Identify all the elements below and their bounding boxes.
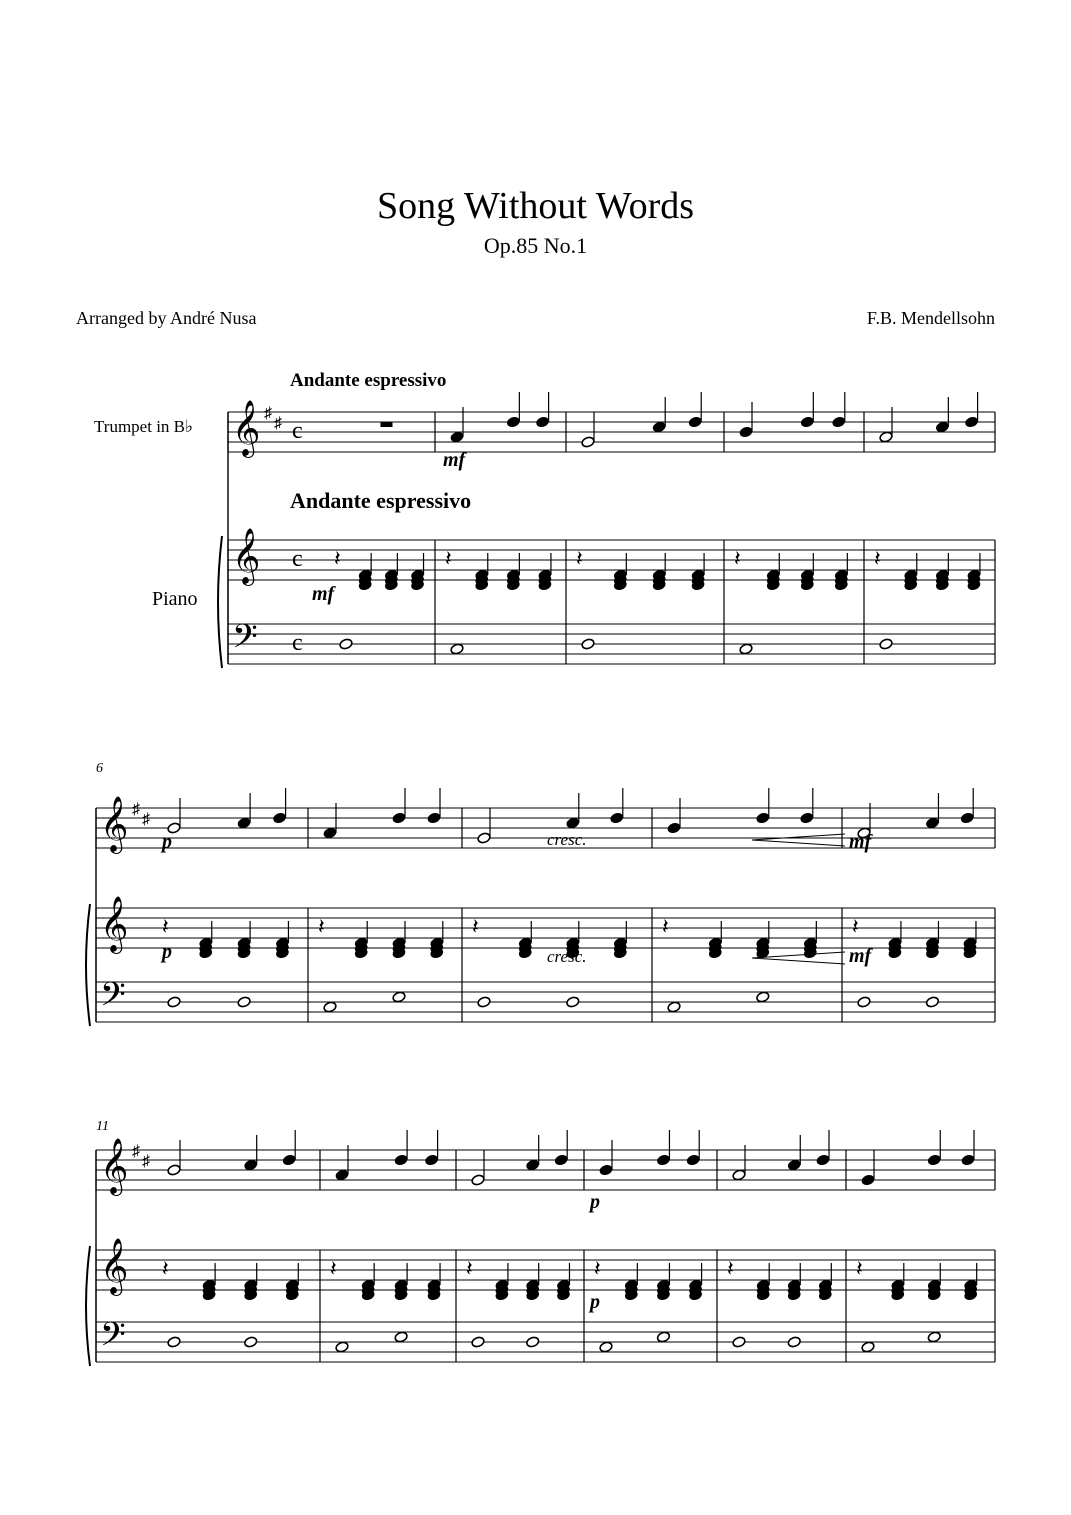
bass-note — [732, 1336, 746, 1348]
dynamic-p: p — [162, 831, 172, 853]
bass-note — [599, 1341, 613, 1353]
quarter-rest-icon: 𝄽 — [856, 1256, 863, 1281]
trumpet-note — [861, 1174, 875, 1186]
measure-number: 11 — [96, 1119, 109, 1134]
trumpet-note — [506, 416, 520, 428]
quarter-rest-icon: 𝄽 — [330, 1256, 337, 1281]
quarter-rest-icon: 𝄽 — [576, 546, 583, 571]
trumpet-note — [879, 431, 893, 443]
trumpet-note — [656, 1154, 670, 1166]
common-time-symbol: c — [292, 546, 303, 572]
instrument-label-trumpet: Trumpet in B♭ — [94, 417, 194, 436]
bass-note — [787, 1336, 801, 1348]
trumpet-note — [756, 812, 770, 824]
trumpet-note — [732, 1169, 746, 1181]
dynamic-mf: mf — [312, 583, 335, 605]
treble-clef-icon: 𝄞 — [100, 798, 129, 851]
treble-clef-icon: 𝄞 — [100, 898, 129, 951]
common-time-symbol: c — [292, 630, 303, 656]
trumpet-note — [927, 1154, 941, 1166]
trumpet-note — [335, 1169, 349, 1181]
piano-brace — [218, 536, 222, 668]
bass-clef-icon: 𝄢 — [100, 976, 126, 1021]
bass-note — [471, 1336, 485, 1348]
trumpet-note — [610, 812, 624, 824]
quarter-rest-icon: 𝄽 — [662, 914, 669, 939]
treble-clef-icon: 𝄞 — [100, 1240, 129, 1293]
dynamic-p: p — [590, 1291, 600, 1313]
trumpet-note — [787, 1159, 801, 1171]
bass-note — [566, 996, 580, 1008]
treble-clef-icon: 𝄞 — [100, 1140, 129, 1193]
piano-brace — [86, 904, 90, 1026]
trumpet-note — [925, 817, 939, 829]
trumpet-note — [282, 1154, 296, 1166]
whole-rest-icon — [381, 422, 393, 427]
treble-clef-icon: 𝄞 — [232, 402, 261, 455]
bass-note — [925, 996, 939, 1008]
trumpet-note — [450, 431, 464, 443]
treble-clef-icon: 𝄞 — [232, 530, 261, 583]
bass-note — [656, 1331, 670, 1343]
quarter-rest-icon: 𝄽 — [594, 1256, 601, 1281]
quarter-rest-icon: 𝄽 — [874, 546, 881, 571]
trumpet-note — [554, 1154, 568, 1166]
score-subtitle: Op.85 No.1 — [483, 233, 588, 258]
trumpet-note — [237, 817, 251, 829]
trumpet-note — [652, 421, 666, 433]
quarter-rest-icon: 𝄽 — [734, 546, 741, 571]
bass-note — [477, 996, 491, 1008]
trumpet-note — [471, 1174, 485, 1186]
tempo-marking-piano: Andante espressivo — [290, 488, 472, 513]
bass-note — [879, 638, 893, 650]
trumpet-note — [424, 1154, 438, 1166]
bass-note — [339, 638, 353, 650]
bass-note — [244, 1336, 258, 1348]
dynamic-cresc: cresc. — [547, 830, 587, 849]
bass-note — [739, 643, 753, 655]
trumpet-note — [960, 812, 974, 824]
trumpet-note — [599, 1164, 613, 1176]
bass-note — [323, 1001, 337, 1013]
trumpet-note — [816, 1154, 830, 1166]
trumpet-note — [477, 832, 491, 844]
trumpet-note — [526, 1159, 540, 1171]
trumpet-note — [427, 812, 441, 824]
bass-clef-icon: 𝄢 — [232, 618, 258, 663]
score-title: Song Without Words — [376, 185, 695, 227]
quarter-rest-icon: 𝄽 — [466, 1256, 473, 1281]
bass-note — [167, 1336, 181, 1348]
trumpet-note — [392, 812, 406, 824]
bass-note — [927, 1331, 941, 1343]
key-signature-sharp: ♯ — [142, 1153, 150, 1170]
quarter-rest-icon: 𝄽 — [162, 1256, 169, 1281]
bass-note — [237, 996, 251, 1008]
dynamic-mf: mf — [849, 831, 872, 853]
quarter-rest-icon: 𝄽 — [852, 914, 859, 939]
quarter-rest-icon: 𝄽 — [162, 914, 169, 939]
bass-note — [756, 991, 770, 1003]
key-signature-sharp: ♯ — [132, 801, 140, 818]
trumpet-note — [167, 1164, 181, 1176]
quarter-rest-icon: 𝄽 — [334, 546, 341, 571]
trumpet-note — [935, 421, 949, 433]
dynamic-p: p — [162, 941, 172, 963]
bass-note — [394, 1331, 408, 1343]
bass-note — [392, 991, 406, 1003]
trumpet-note — [686, 1154, 700, 1166]
trumpet-note — [667, 822, 681, 834]
quarter-rest-icon: 𝄽 — [445, 546, 452, 571]
measure-number: 6 — [96, 761, 103, 776]
piano-brace — [86, 1246, 90, 1366]
key-signature-sharp: ♯ — [142, 811, 150, 828]
trumpet-note — [832, 416, 846, 428]
key-signature-sharp: ♯ — [274, 415, 282, 432]
trumpet-note — [800, 416, 814, 428]
dynamic-mf: mf — [849, 945, 872, 967]
bass-clef-icon: 𝄢 — [100, 1316, 126, 1361]
trumpet-note — [688, 416, 702, 428]
bass-note — [861, 1341, 875, 1353]
quarter-rest-icon: 𝄽 — [472, 914, 479, 939]
crescendo-hairpin — [752, 834, 845, 846]
trumpet-note — [739, 426, 753, 438]
quarter-rest-icon: 𝄽 — [318, 914, 325, 939]
key-signature-sharp: ♯ — [264, 405, 272, 422]
dynamic-mf: mf — [443, 449, 466, 471]
common-time-symbol: c — [292, 418, 303, 444]
trumpet-note — [244, 1159, 258, 1171]
trumpet-note — [566, 817, 580, 829]
dynamic-p: p — [590, 1191, 600, 1213]
tempo-marking-trumpet: Andante espressivo — [290, 370, 447, 391]
dynamic-cresc: cresc. — [547, 947, 587, 966]
quarter-rest-icon: 𝄽 — [727, 1256, 734, 1281]
bass-note — [450, 643, 464, 655]
trumpet-note — [581, 436, 595, 448]
bass-note — [335, 1341, 349, 1353]
composer-credit: F.B. Mendellsohn — [866, 308, 995, 328]
trumpet-note — [272, 812, 286, 824]
bass-note — [581, 638, 595, 650]
trumpet-note — [961, 1154, 975, 1166]
trumpet-note — [323, 827, 337, 839]
trumpet-note — [964, 416, 978, 428]
arranger-credit: Arranged by André Nusa — [76, 308, 257, 328]
bass-note — [667, 1001, 681, 1013]
bass-note — [526, 1336, 540, 1348]
bass-note — [167, 996, 181, 1008]
trumpet-note — [800, 812, 814, 824]
trumpet-note — [394, 1154, 408, 1166]
instrument-label-piano: Piano — [152, 588, 198, 610]
bass-note — [857, 996, 871, 1008]
key-signature-sharp: ♯ — [132, 1143, 140, 1160]
trumpet-note — [535, 416, 549, 428]
